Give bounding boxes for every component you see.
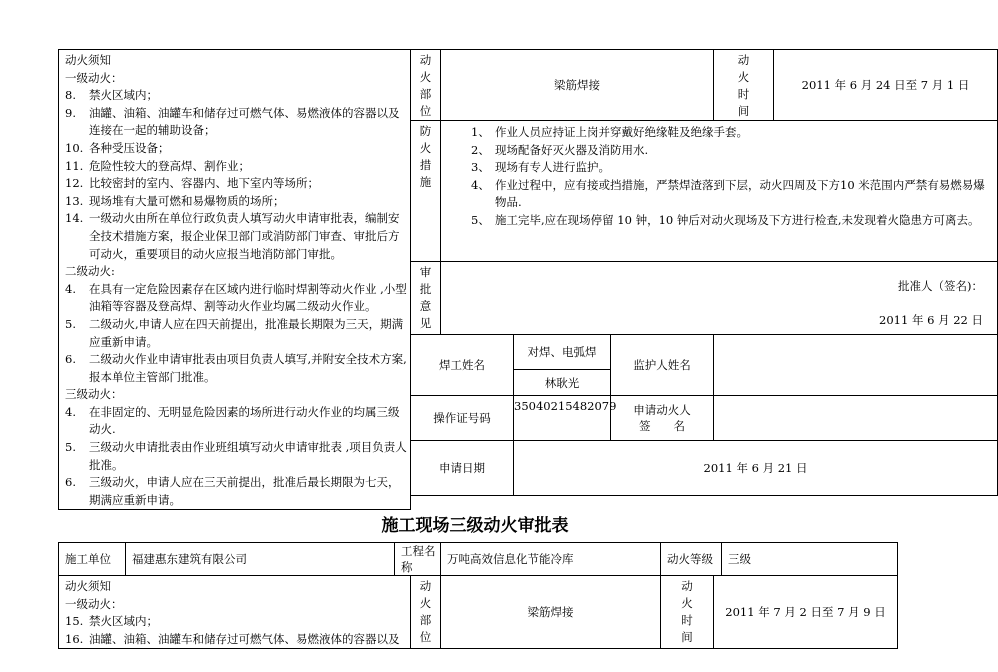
level1-item-text: 一级动火由所在单位行政负责人填写动火申请审批表，编制安全技术措施方案，报企业保卫部门或消防部门审查、审批后方可动火，重要项目的动火应报当地消防部门审批。 [89,211,400,261]
level1-item [65,105,407,140]
level3-item-number: 6. [65,475,76,490]
level1-item-number: 11. [65,158,84,173]
level2-item-number: 6. [65,352,76,367]
level1-item-text: 禁火区域内； [89,88,158,103]
level2-item [65,316,407,351]
measure-item-number: 2、 [471,142,490,157]
level1-item-text: 油罐、油箱、油罐车和储存过可燃气体、易燃液体的容器以及连接在一起的辅助设备； [89,105,400,138]
unit-label: 施工单位 [59,543,126,576]
notes-title: 动火须知 [65,53,111,67]
applicant-value [714,396,998,441]
level3-item-number: 4. [65,404,76,419]
level3-item [65,404,407,439]
measure-item [471,142,987,160]
approver-label: 批准人（签名)： [898,279,984,293]
project-label: 工程名称 [395,543,441,576]
level1-item-text: 油罐、油箱、油罐车和储存过可燃气体、易燃液体的容器以及 [89,631,400,646]
level3-title: 三级动火： [65,387,123,402]
location-label: 动 火 部 位 [411,50,441,121]
apply-date-label: 申请日期 [411,441,514,496]
level1-item-number: 15. [65,614,84,629]
measures-label: 防 火 措 施 [411,121,441,262]
level1-item [65,210,407,263]
location-label: 动 火 部 位 [411,576,441,649]
level2-item [65,351,407,386]
level1-item-number: 14. [65,211,84,226]
time-label: 动 火 时 间 [714,50,774,121]
location-value: 梁筋焊接 [441,50,714,121]
level1-title: 一级动火： [65,596,123,611]
measure-item [471,177,987,212]
level1-item-number: 12. [65,176,84,191]
level1-item-text: 危险性较大的登高焊、割作业； [89,158,250,173]
level2-item-number: 4. [65,281,76,296]
approval-date: 2011 年 6 月 22 日 [879,313,984,327]
permit-form-2 [58,542,898,649]
level-label: 动火等级 [661,543,722,576]
level1-item [65,140,407,158]
fire-notes-2 [59,576,411,649]
level1-item-text: 现场堆有大量可燃和易爆物质的场所； [89,193,285,208]
level1-item-text: 禁火区域内； [89,614,158,629]
level-value: 三级 [722,543,898,576]
level3-item-number: 5. [65,440,76,455]
approval-opinion [441,262,998,335]
level3-item-text: 三级动火申请批表由作业班组填写动火申请审批表 ,项目负责人批准。 [89,440,407,472]
measure-item-number: 3、 [471,160,490,175]
fire-measures [441,121,998,262]
welder-type: 对焊、电弧焊 [514,335,611,370]
welder-name: 林耿光 [514,370,611,396]
level1-item [65,175,407,193]
notes-title: 动火须知 [65,579,111,593]
level3-item [65,474,407,509]
measure-item-text: 作业人员应持证上岗并穿戴好绝缘鞋及绝缘手套。 [495,125,748,139]
measure-item-text: 现场有专人进行监护。 [495,160,610,175]
location-value: 梁筋焊接 [441,576,661,649]
level1-item-number: 8. [65,88,76,103]
level2-item-number: 5. [65,316,76,331]
welder-name-label: 焊工姓名 [411,335,514,396]
time-value: 2011 年 6 月 24 日至 7 月 1 日 [774,50,998,121]
fire-notes [59,50,411,510]
measure-item-number: 5、 [471,212,490,227]
level1-item-text: 比较密封的室内、容器内、地下室内等场所； [89,176,319,191]
level1-item [65,87,407,105]
level1-item [65,158,407,176]
form-title: 施工现场三级动火审批表 [381,516,569,536]
guardian-value [714,335,998,396]
permit-form-1 [58,49,998,510]
measure-item-text: 现场配备好灭火器及消防用水. [495,142,649,157]
level3-item [65,439,407,474]
level1-item-number: 10. [65,140,84,155]
measure-item [471,159,987,177]
cert-value: 35040215482079 [514,396,611,441]
measure-item-number: 4、 [471,177,490,192]
level2-item-text: 在具有一定危险因素存在区域内进行临时焊割等动火作业 ,小型油箱等容器及登高焊、割等动火作业均属二级动火作业。 [89,281,407,314]
time-label: 动 火 时 间 [661,576,714,649]
unit-value: 福建惠东建筑有限公司 [126,543,395,576]
approval-label: 审 批 意 见 [411,262,441,335]
apply-date: 2011 年 6 月 21 日 [514,441,998,496]
measure-item-text: 施工完毕,应在现场停留 10 钟，10 钟后对动火现场及下方进行检查,未发现着火隐患方可离去。 [495,212,980,227]
guardian-label: 监护人姓名 [611,335,714,396]
level2-item-text: 二级动火,申请人应在四天前提出，批准最长期限为三天，期满应重新申请。 [89,316,404,349]
time-value: 2011 年 7 月 2 日至 7 月 9 日 [714,576,898,649]
level1-item [65,193,407,211]
measure-item-number: 1、 [471,125,490,139]
level1-item-number: 13. [65,193,84,208]
level2-item-text: 二级动火作业申请审批表由项目负责人填写,并附安全技术方案,报本单位主管部门批准。 [89,352,407,384]
measure-item [471,124,987,142]
level2-title: 二级动火: [65,264,115,279]
applicant-label: 申请动火人 签 名 [611,396,714,441]
level1-item-text: 各种受压设备； [89,140,170,155]
level3-item-text: 三级动火，申请人应在三天前提出，批准后最长期限为七天，期满应重新申请。 [89,475,400,507]
level3-item-text: 在非固定的、无明显危险因素的场所进行动火作业的均属三级动火. [89,404,400,437]
level1-item [65,631,407,649]
level2-item [65,281,407,316]
measure-item [471,212,987,230]
cert-label: 操作证号码 [411,396,514,441]
level1-item-number: 16. [65,631,84,646]
level1-item-number: 9. [65,105,76,120]
level1-item [65,613,407,631]
measure-item-text: 作业过程中，应有接或挡措施，严禁焊渣落到下层，动火四周及下方10 米范围内严禁有易燃易爆物品. [495,177,985,210]
project-value: 万吨高效信息化节能冷库 [441,543,661,576]
level1-title: 一级动火： [65,70,123,85]
